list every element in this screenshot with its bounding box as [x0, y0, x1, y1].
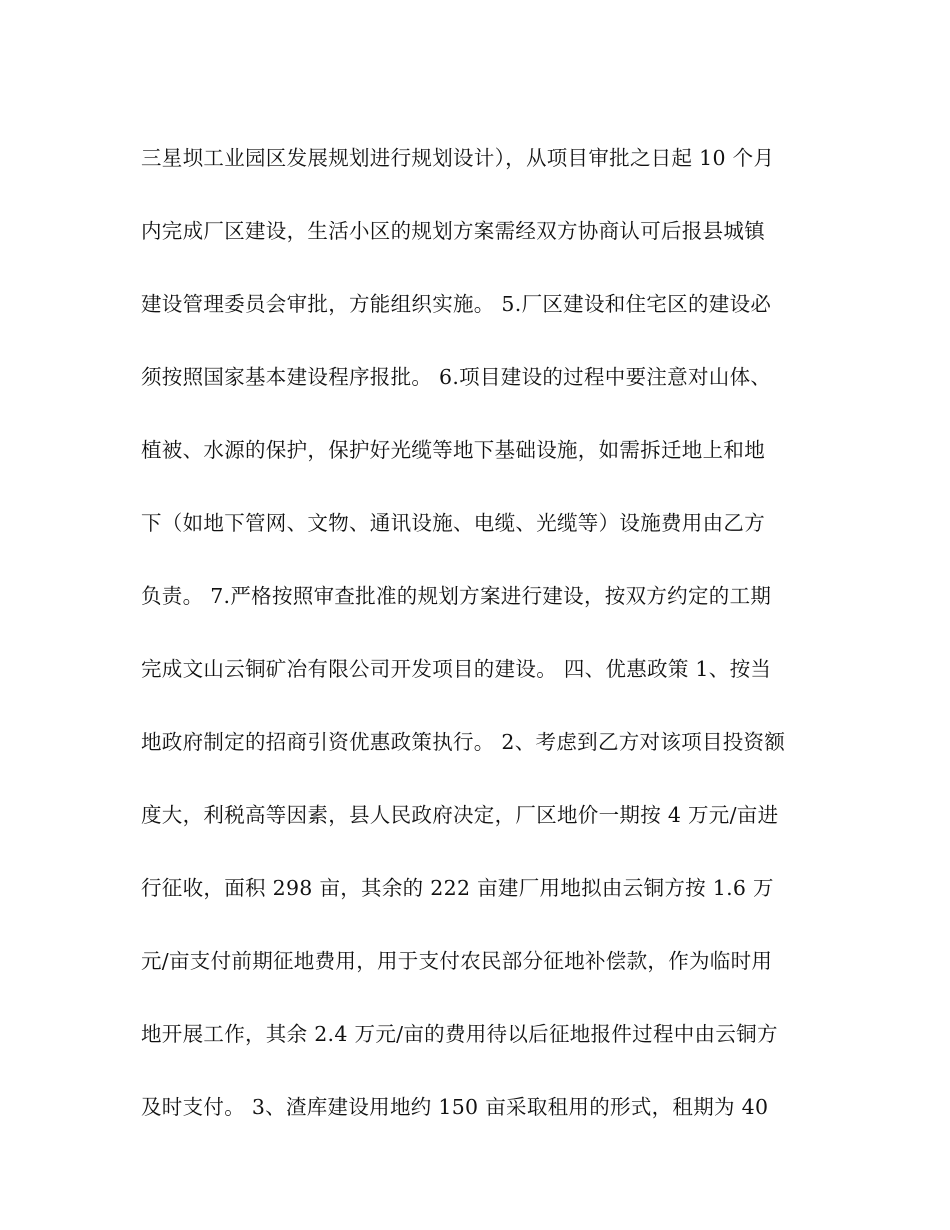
text-line-8: 完成文山云铜矿冶有限公司开发项目的建设。 四、优惠政策 1、按当 — [141, 657, 772, 681]
text-line-10: 度大，利税高等因素，县人民政府决定，厂区地价一期按 4 万元/亩进 — [141, 803, 779, 827]
text-line-14: 及时支付。 3、渣库建设用地约 150 亩采取租用的形式，租期为 40 — [141, 1095, 769, 1119]
text-line-2: 内完成厂区建设，生活小区的规划方案需经双方协商认可后报县城镇 — [141, 219, 765, 243]
text-line-9: 地政府制定的招商引资优惠政策执行。 2、考虑到乙方对该项目投资额 — [141, 730, 786, 754]
text-line-11: 行征收，面积 298 亩，其余的 222 亩建厂用地拟由云铜方按 1.6 万 — [141, 876, 774, 900]
text-line-3: 建设管理委员会审批，方能组织实施。 5.厂区建设和住宅区的建设必 — [141, 292, 772, 316]
text-line-4: 须按照国家基本建设程序报批。 6.项目建设的过程中要注意对山体、 — [141, 365, 772, 389]
text-line-12: 元/亩支付前期征地费用，用于支付农民部分征地补偿款，作为临时用 — [141, 949, 773, 973]
text-line-13: 地开展工作，其余 2.4 万元/亩的费用待以后征地报件过程中由云铜方 — [141, 1022, 778, 1046]
text-line-6: 下（如地下管网、文物、通讯设施、电缆、光缆等）设施费用由乙方 — [141, 511, 765, 535]
text-line-5: 植被、水源的保护，保护好光缆等地下基础设施，如需拆迁地上和地 — [141, 438, 765, 462]
body-text — [141, 122, 821, 1144]
text-line-1: 三星坝工业园区发展规划进行规划设计），从项目审批之日起 10 个月 — [141, 146, 775, 170]
text-line-7: 负责。 7.严格按照审查批准的规划方案进行建设，按双方约定的工期 — [141, 584, 772, 608]
